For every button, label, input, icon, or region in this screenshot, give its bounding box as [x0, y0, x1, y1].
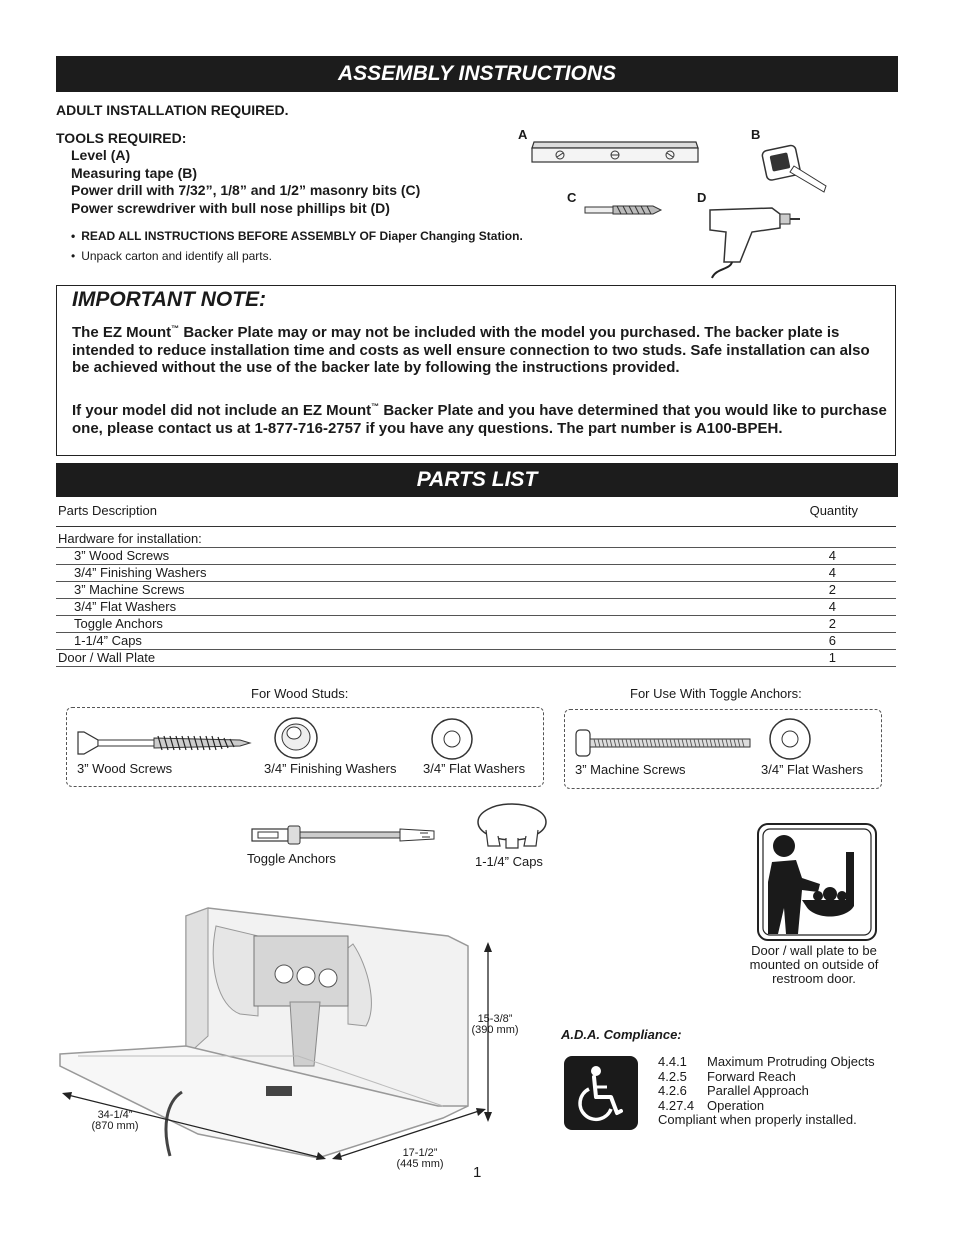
flat-washers-label: 3/4” Flat Washers	[423, 761, 526, 776]
parts-table-header	[56, 502, 896, 527]
baby-changing-sign-icon	[756, 822, 878, 942]
wood-studs-heading: For Wood Studs:	[251, 686, 349, 701]
flat-washers-label-2: 3/4” Flat Washers	[761, 762, 864, 777]
tool-label-b: B	[751, 127, 761, 142]
wood-screw-icon	[76, 730, 252, 756]
tool-item: Measuring tape (B)	[71, 164, 198, 181]
toggle-anchors-label: Toggle Anchors	[247, 851, 336, 866]
page-title: ASSEMBLY INSTRUCTIONS	[337, 62, 617, 85]
instruction-bullet: • READ ALL INSTRUCTIONS BEFORE ASSEMBLY OF Diaper Changing Station.	[71, 229, 523, 243]
wood-screws-label: 3” Wood Screws	[77, 761, 173, 776]
ada-item: 4.4.1 Maximum Protruding Objects	[658, 1054, 875, 1069]
level-icon	[530, 138, 700, 166]
flat-washer-icon	[768, 718, 812, 760]
ada-heading: A.D.A. Compliance:	[561, 1027, 682, 1042]
table-row: 3” Wood Screws 4	[56, 547, 896, 565]
important-note-box	[56, 285, 896, 456]
toggle-anchors-heading: For Use With Toggle Anchors:	[630, 686, 802, 701]
parts-list-title: PARTS LIST	[416, 468, 538, 491]
table-row: Toggle Anchors 2	[56, 615, 896, 633]
tool-item: Power screwdriver with bull nose phillips bit (D)	[71, 199, 390, 216]
ada-footer: Compliant when properly installed.	[658, 1112, 857, 1127]
machine-screws-label: 3” Machine Screws	[575, 762, 686, 777]
column-quantity: Quantity	[809, 503, 858, 518]
width-dimension: 34-1/4” (870 mm)	[91, 1109, 139, 1132]
machine-screw-icon	[574, 728, 752, 758]
bullet-text: Unpack carton and identify all parts.	[81, 249, 272, 263]
table-row: 1-1/4” Caps 6	[56, 632, 896, 650]
height-dimension: 15-3/8” (390 mm)	[471, 1013, 519, 1036]
table-row: 3/4” Finishing Washers 4	[56, 564, 896, 582]
table-group-row: Hardware for installation:	[56, 530, 896, 548]
tool-item: Level (A)	[71, 147, 131, 163]
cap-icon	[476, 802, 548, 852]
tools-heading: TOOLS REQUIRED:	[56, 130, 187, 146]
finishing-washers-label: 3/4” Finishing Washers	[264, 761, 397, 776]
bullet-text: Diaper Changing Station.	[379, 229, 523, 243]
door-plate-caption: Door / wall plate to be mounted on outside of restroom door.	[749, 943, 879, 986]
tool-label-d: D	[697, 190, 707, 205]
table-row: Door / Wall Plate 1	[56, 649, 896, 667]
ada-item: 4.2.5 Forward Reach	[658, 1068, 796, 1084]
caps-label: 1-1/4” Caps	[475, 854, 543, 869]
bullet-strong-text: READ ALL INSTRUCTIONS BEFORE ASSEMBLY OF	[81, 229, 380, 243]
toggle-anchor-icon	[250, 824, 438, 846]
finishing-washer-icon	[272, 716, 320, 760]
tool-label-c: C	[567, 190, 577, 205]
drill-bit-icon	[583, 203, 663, 217]
page-number: 1	[473, 1164, 482, 1181]
table-row: 3/4” Flat Washers 4	[56, 598, 896, 616]
flat-washer-icon	[430, 718, 474, 760]
tools-list	[71, 147, 420, 217]
adult-installation-notice: ADULT INSTALLATION REQUIRED.	[56, 102, 289, 118]
note-paragraph-2: If your model did not include an EZ Mount™ Backer Plate and you have determined that you would like to purchase one, please contact us at 1-877-716-2757 if you have any questions. The part number is A100-BPEH.	[72, 402, 887, 437]
tool-item: Power drill with 7/32”, 1/8” and 1/2” masonry bits (C)	[71, 182, 421, 198]
ada-item: 4.27.4 Operation	[658, 1097, 765, 1113]
depth-dimension: 17-1/2” (445 mm)	[396, 1147, 444, 1170]
power-screwdriver-icon	[702, 202, 802, 280]
instruction-bullet: • Unpack carton and identify all parts.	[71, 249, 272, 263]
assembly-instructions-banner	[56, 56, 898, 92]
measuring-tape-icon	[760, 142, 832, 194]
wheelchair-accessibility-icon	[563, 1055, 639, 1131]
tool-label-a: A	[518, 127, 528, 142]
column-description: Parts Description	[58, 503, 157, 518]
note-paragraph-1: The EZ Mount™ Backer Plate may or may not be included with the model you purchased. The backer plate is intended to reduce installation time and costs as well ensure connection to two studs. Safe installation can also be achieved without the use of the backer late by following the instructions provided.	[72, 324, 870, 376]
ada-list	[658, 1055, 875, 1128]
parts-list-banner	[56, 463, 898, 497]
ada-item: 4.2.6 Parallel Approach	[658, 1083, 809, 1098]
table-row: 3” Machine Screws 2	[56, 581, 896, 599]
important-note-title: IMPORTANT NOTE:	[72, 288, 267, 311]
